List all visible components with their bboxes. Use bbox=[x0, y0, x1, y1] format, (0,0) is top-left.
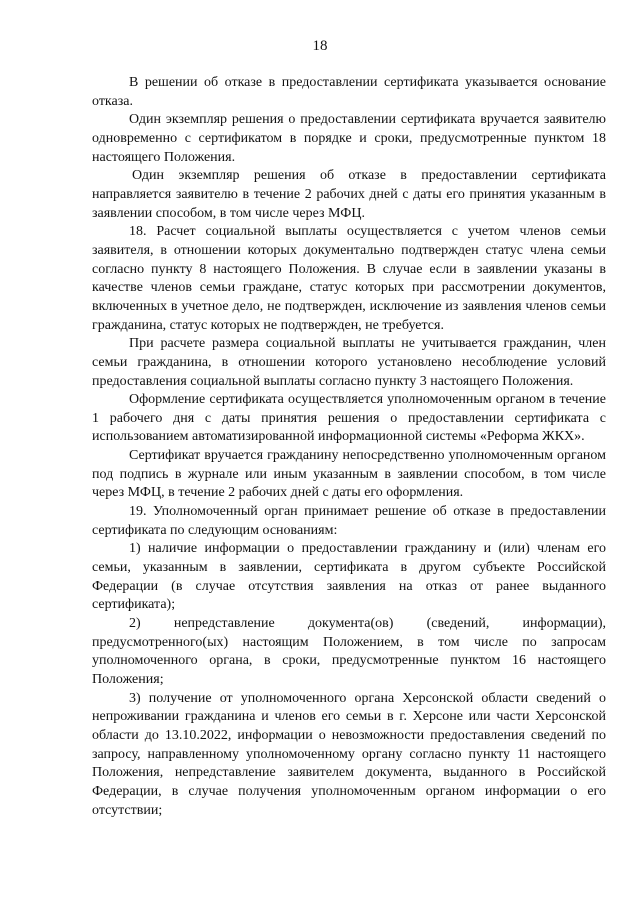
paragraph-refusal-copy: Один экземпляр решения об отказе в предоставлении сертификата направляется заявителю в течение 2 рабочих дней с даты его принятия указанным в заявлении способом, в том числе через МФЦ. bbox=[92, 168, 606, 221]
paragraph-decision-copy: Один экземпляр решения о предоставлении сертификата вручается заявителю одновременно с сертификатом в порядке и сроки, предусмотренные пунктом 18 настоящего Положения. bbox=[92, 112, 606, 165]
list-item-ground-2: 2) непредставление документа(ов) (сведений, информации), предусмотренного(ых) настоящим Положением, в том числе по запросам уполномоченного органа, в сроки, предусмотренные пунктом 16 настоящего Положения; bbox=[92, 616, 606, 687]
paragraph-certificate-processing: Оформление сертификата осуществляется уполномоченным органом в течение 1 рабочего дня с даты принятия решения о предоставлении сертификата с использованием автоматизированной информационной системы «Реформа ЖКХ». bbox=[92, 392, 606, 445]
list-item-ground-3: 3) получение от уполномоченного органа Херсонской области сведений о непроживании гражданина и членов его семьи в г. Херсоне или части Херсонской области до 13.10.2022, информации о невозможности предоставления сведений по запросу, направленному уполномоченному органу согласно пункту 11 настоящего Положения, непредставление заявителем документа, выданного в Российской Федерации, в случае получения уполномоченным органом информации о его отсутствии; bbox=[92, 690, 606, 818]
paragraph-item-18: 18. Расчет социальной выплаты осуществляется с учетом членов семьи заявителя, в отношении которых документально подтвержден статус члена семьи согласно пункту 8 настоящего Положения. В случае если в заявлении указаны в качестве членов семьи граждане, статус которых при рассмотрении документов, включенных в учетное дело, не подтвержден, исключение из заявления членов семьи гражданина, статус которых не подтвержден, не требуется. bbox=[92, 224, 606, 333]
paragraph-refusal-reason: В решении об отказе в предоставлении сертификата указывается основание отказа. bbox=[92, 75, 606, 109]
paragraph-certificate-delivery: Сертификат вручается гражданину непосредственно уполномоченным органом под подпись в журнале или иным указанным в заявлении способом, в том числе через МФЦ, в течение 2 рабочих дней с даты его оформления. bbox=[92, 448, 606, 501]
document-body bbox=[92, 74, 606, 820]
paragraph-calculation-exclusion: При расчете размера социальной выплаты не учитывается гражданин, член семьи гражданина, в отношении которого установлено несоблюдение условий предоставления социальной выплаты согласно пункту 3 настоящего Положения. bbox=[92, 336, 606, 389]
page-number: 18 bbox=[312, 38, 328, 54]
list-item-ground-1: 1) наличие информации о предоставлении гражданину и (или) членам его семьи, указанным в заявлении, сертификата в другом субъекте Российской Федерации (в случае отсутствия заявления на отказ от ранее выданного сертификата); bbox=[92, 541, 606, 613]
paragraph-item-19: 19. Уполномоченный орган принимает решение об отказе в предоставлении сертификата по следующим основаниям: bbox=[92, 504, 606, 538]
